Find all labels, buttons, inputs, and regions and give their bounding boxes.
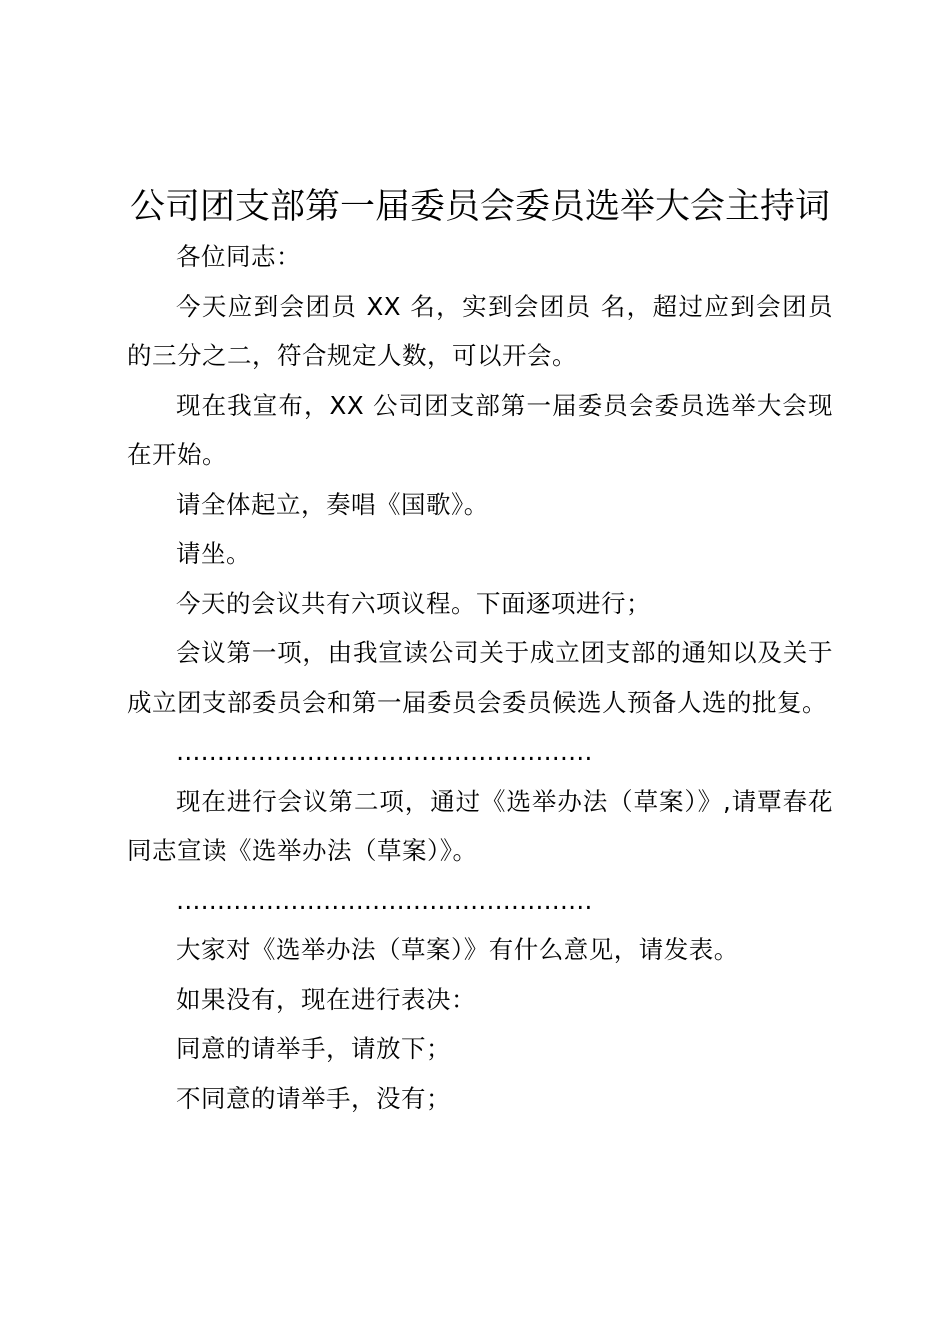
- paragraph-item-one: 会议第一项，由我宣读公司关于成立团支部的通知以及关于成立团支部委员会和第一届委员会委员候选人预备人选的批复。: [127, 638, 833, 717]
- paragraph-vote: 如果没有，现在进行表决：: [176, 984, 476, 1014]
- paragraph-agree: 同意的请举手，请放下；: [176, 1034, 451, 1063]
- document-title: 公司团支部第一届委员会委员选举大会主持词: [129, 187, 830, 227]
- paragraph-disagree: 不同意的请举手，没有；: [176, 1083, 451, 1113]
- paragraph-agenda: 今天的会议共有六项议程。下面逐项进行；: [176, 588, 651, 618]
- paragraph-opening: 现在我宣布，XX 公司团支部第一届委员会委员选举大会现在开始。: [127, 390, 833, 469]
- paragraph-item-two: 现在进行会议第二项，通过《选举办法（草案）》,请覃春花同志宣读《选举办法（草案）》。: [127, 786, 833, 865]
- document-body: [127, 182, 833, 1123]
- ellipsis-divider: ……………………………………………: [176, 885, 593, 915]
- ellipsis-divider: ……………………………………………: [176, 737, 593, 766]
- paragraph-opinion: 大家对《选举办法（草案）》有什么意见，请发表。: [176, 935, 739, 964]
- paragraph-sit: 请坐。: [176, 539, 251, 568]
- paragraph-anthem: 请全体起立，奏唱《国歌》。: [176, 489, 489, 519]
- paragraph-attendance: 今天应到会团员 XX 名，实到会团员 名，超过应到会团员的三分之二，符合规定人数，可以开会。: [127, 291, 833, 370]
- paragraph-greeting: 各位同志：: [176, 242, 301, 271]
